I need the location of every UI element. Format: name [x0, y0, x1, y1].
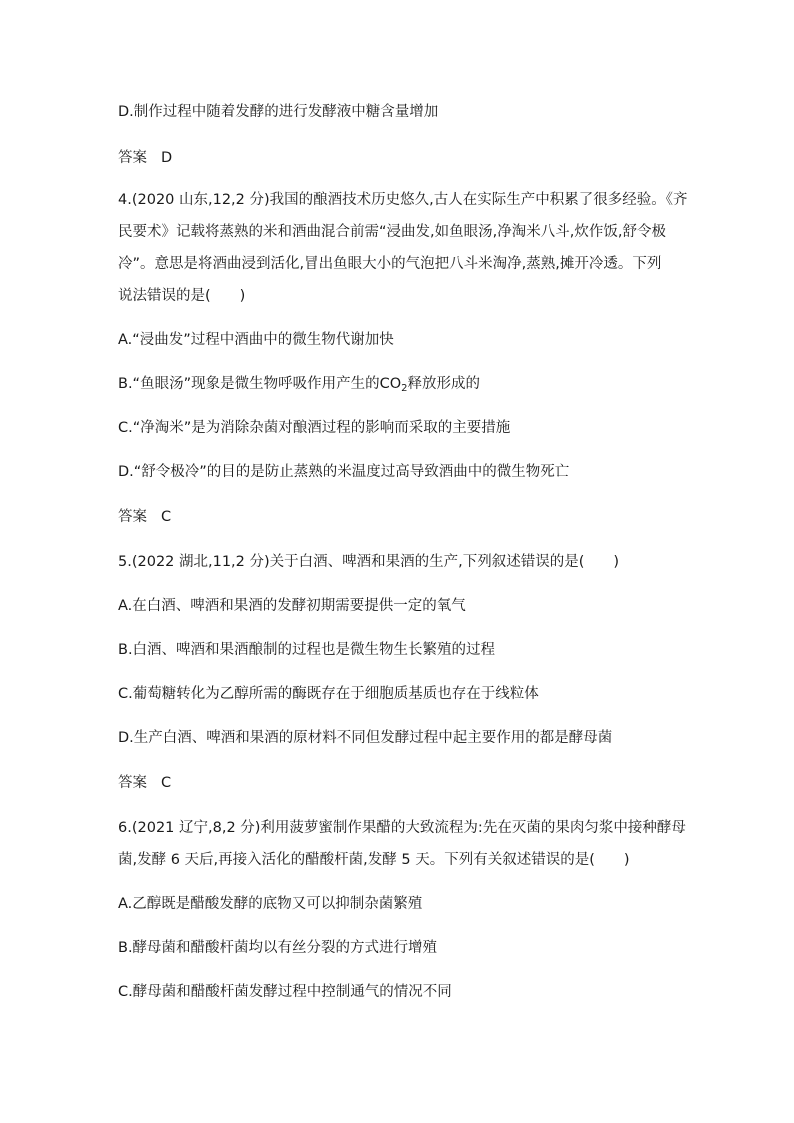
q4-stem-line-3: 冷”。意思是将酒曲浸到活化,冒出鱼眼大小的气泡把八斗米淘净,蒸熟,摊开冷透。下列	[118, 256, 662, 272]
q4-option-b-subscript: 2	[401, 383, 408, 394]
q6-option-b: B.酵母菌和醋酸杆菌均以有丝分裂的方式进行增殖	[118, 940, 438, 956]
answer-value: D	[161, 150, 173, 166]
q6-option-c: C.酵母菌和醋酸杆菌发酵过程中控制通气的情况不同	[118, 984, 452, 1000]
q5-option-c: C.葡萄糖转化为乙醇所需的酶既存在于细胞质基质也存在于线粒体	[118, 686, 539, 702]
q3-answer	[118, 148, 172, 168]
q4-option-b-text-end: 释放形成的	[407, 376, 480, 392]
q6-stem-line-2: 菌,发酵 6 天后,再接入活化的醋酸杆菌,发酵 5 天。下列有关叙述错误的是( )	[118, 852, 630, 868]
q4-stem-line-1: 4.(2020 山东,12,2 分)我国的酿酒技术历史悠久,古人在实际生产中积累了很多经验。《齐	[118, 192, 688, 208]
answer-label: 答案	[118, 150, 147, 166]
q5-option-d: D.生产白酒、啤酒和果酒的原材料不同但发酵过程中起主要作用的都是酵母菌	[118, 730, 613, 746]
answer-value: C	[161, 509, 172, 525]
q6-option-a: A.乙醇既是醋酸发酵的底物又可以抑制杂菌繁殖	[118, 896, 423, 912]
answer-label: 答案	[118, 775, 147, 791]
q6-stem-line-1: 6.(2021 辽宁,8,2 分)利用菠萝蜜制作果醋的大致流程为:先在灭菌的果肉匀浆中接种酵母	[118, 820, 686, 836]
q4-option-a: A.“浸曲发”过程中酒曲中的微生物代谢加快	[118, 332, 394, 348]
q4-option-d: D.“舒令极冷”的目的是防止蒸熟的米温度过高导致酒曲中的微生物死亡	[118, 464, 570, 480]
q5-option-b: B.白酒、啤酒和果酒酿制的过程也是微生物生长繁殖的过程	[118, 642, 496, 658]
answer-label: 答案	[118, 509, 147, 525]
q3-option-d: D.制作过程中随着发酵的进行发酵液中糖含量增加	[118, 104, 439, 120]
q4-option-b-text: B.“鱼眼汤”现象是微生物呼吸作用产生的CO	[118, 376, 402, 392]
q4-option-c: C.“净淘米”是为消除杂菌对酿酒过程的影响而采取的主要措施	[118, 420, 511, 436]
q4-option-b	[118, 374, 480, 394]
q4-answer	[118, 507, 171, 527]
q5-option-a: A.在白酒、啤酒和果酒的发酵初期需要提供一定的氧气	[118, 598, 466, 614]
q5-stem: 5.(2022 湖北,11,2 分)关于白酒、啤酒和果酒的生产,下列叙述错误的是( )	[118, 554, 620, 570]
answer-value: C	[161, 775, 172, 791]
q5-answer	[118, 773, 171, 793]
q4-stem-line-4: 说法错误的是( )	[118, 288, 246, 304]
q4-stem-line-2: 民要术》记载将蒸熟的米和酒曲混合前需“浸曲发,如鱼眼汤,净淘米八斗,炊作饭,舒令极	[118, 224, 666, 240]
